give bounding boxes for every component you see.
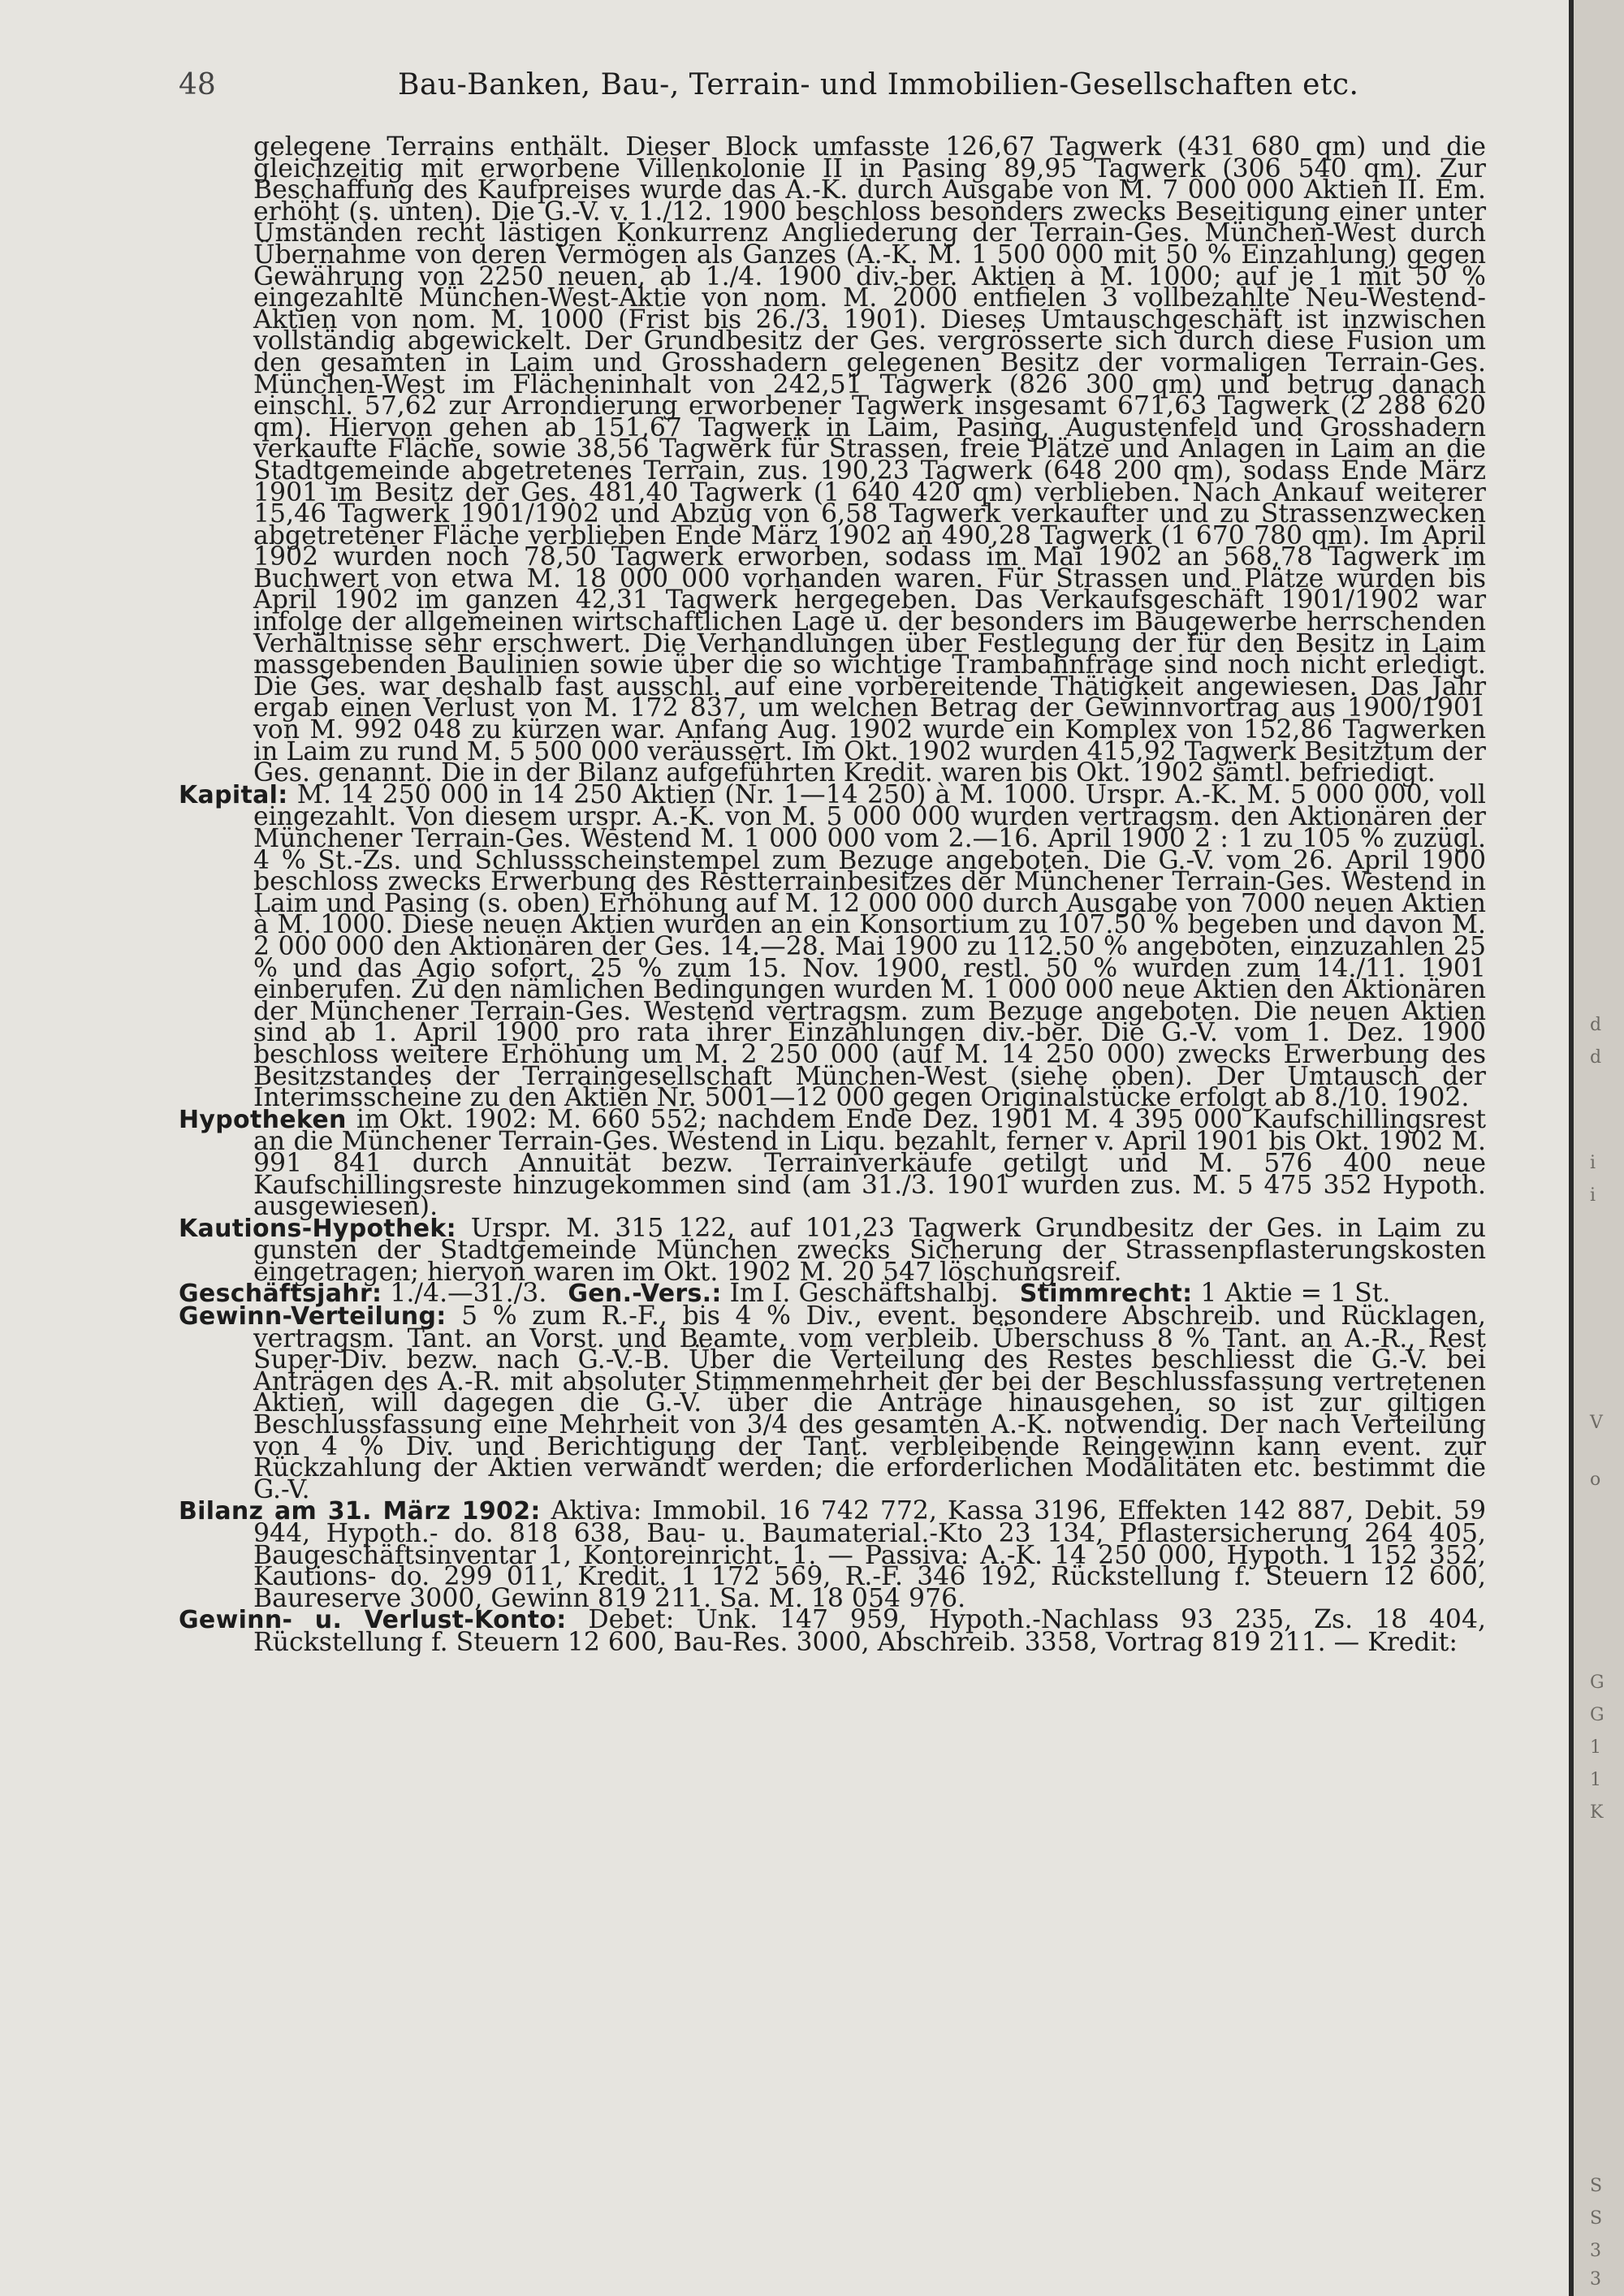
margin-fragment: G: [1590, 1705, 1605, 1725]
margin-fragment: 3: [1590, 2269, 1601, 2290]
page-header: [179, 68, 1486, 114]
margin-fragment: o: [1590, 1470, 1601, 1490]
gewinn-verteilung-label: Gewinn-Verteilung:: [179, 1302, 447, 1331]
margin-fragment: i: [1590, 1185, 1596, 1206]
gen-vers-label: Gen.-Vers.:: [568, 1280, 722, 1309]
margin-fragment: i: [1590, 1153, 1596, 1173]
margin-fragment: S: [1590, 2208, 1603, 2229]
section-gewinn-verlust: [179, 1605, 1487, 1657]
hypotheken-label: Hypotheken: [179, 1105, 347, 1134]
margin-fragment: V: [1590, 1413, 1603, 1433]
margin-fragment: d: [1590, 1047, 1602, 1068]
bilanz-label: Bilanz am 31. März 1902:: [179, 1497, 541, 1526]
intro-paragraph: gelegene Terrains enthält. Dieser Block umfasste 126,67 Tagwerk (431 680 qm) und die gleichzeitig mit erworbene Villenkolonie II in Pasing 89,95 Tagwerk (306 540 qm). Zur Beschaffung des Kaufpreises wurde das A.-K. durch Ausgabe von M. 7 000 000 Aktien II. Em. erhöht (s. unten). Die G.-V. v. 1./12. 1900 beschloss besonders zwecks Beseitigung einer unter Umständen recht lästigen Konkurrenz Angliederung der Terrain-Ges. München-West durch Übernahme von deren Vermögen als Ganzes (A.-K. M. 1 500 000 mit 50 % Einzahlung) gegen Gewährung von 2250 neuen, ab 1./4. 1900 div.-ber. Aktien à M. 1000; auf je 1 mit 50 % eingezahlte München-West-Aktie von nom. M. 2000 entfielen 3 vollbezahlte Neu-Westend-Aktien von nom. M. 1000 (Frist bis 26./3. 1901). Dieses Umtauschgeschäft ist inzwischen vollständig abgewickelt. Der Grundbesitz der Ges. vergrösserte sich durch diese Fusion um den gesamten in Laim und Grosshadern gelegenen Besitz der vormaligen Terrain-Ges. München-West im Flächeninhalt von 242,51 Tagwerk (826 300 qm) und betrug danach einschl. 57,62 zur Arrondierung erworbener Tagwerk insgesamt 671,63 Tagwerk (2 288 620 qm). Hiervon gehen ab 151,67 Tagwerk in Laim, Pasing, Augustenfeld und Grosshadern verkaufte Fläche, sowie 38,56 Tagwerk für Strassen, freie Plätze und Anlagen in Laim an die Stadtgemeinde abgetretenes Terrain, zus. 190,23 Tagwerk (648 200 qm), sodass Ende März 1901 im Besitz der Ges. 481,40 Tagwerk (1 640 420 qm) verblieben. Nach Ankauf weiterer 15,46 Tagwerk 1901/1902 und Abzug von 6,58 Tagwerk verkaufter und zu Strassenzwecken abgetretener Fläche verblieben Ende März 1902 an 490,28 Tagwerk (1 670 780 qm). Im April 1902 wurden noch 78,50 Tagwerk erworben, sodass im Mai 1902 an 568,78 Tagwerk im Buchwert von etwa M. 18 000 000 vorhanden waren. Für Strassen und Plätze wurden bis April 1902 im ganzen 42,31 Tagwerk hergegeben. Das Verkaufsgeschäft 1901/1902 war infolge der allgemeinen wirtschaftlichen Lage u. der besonders im Baugewerbe herrschenden Verhältnisse sehr erschwert. Die Verhandlungen über Festlegung der für den Besitz in Laim massgebenden Baulinien sowie über die so wichtige Trambahnfrage sind noch nicht erledigt. Die Ges. war deshalb fast ausschl. auf eine vorbereitende Thätigkeit angewiesen. Das Jahr ergab einen Verlust von M. 172 837, um welchen Betrag der Gewinnvortrag aus 1900/1901 von M. 992 048 zu kürzen war. Anfang Aug. 1902 wurde ein Komplex von 152,86 Tagwerken in Laim zu rund M. 5 500 000 veräussert. Im Okt. 1902 wurden 415,92 Tagwerk Besitztum der Ges. genannt. Die in der Bilanz aufgeführten Kredit. waren bis Okt. 1902 sämtl. befriedigt.: [253, 132, 1486, 788]
hypotheken-text: im Okt. 1902: M. 660 552; nachdem Ende Dez. 1901 M. 4 395 000 Kaufschillingsrest an die Münchener Terrain-Ges. Westend in Liqu. bezahlt, ferner v. April 1901 bis Okt. 1902 M. 991 841 durch Annuität bezw. Terrainverkäufe getilgt und M. 576 400 neue Kaufschillingsreste hinzugekommen sind (am 31./3. 1901 wurden zus. M. 5 475 352 Hypoth. ausgewiesen).: [253, 1104, 1486, 1222]
margin-fragment: G: [1590, 1672, 1605, 1693]
margin-fragment: 1: [1590, 1770, 1601, 1790]
kapital-label: Kapital:: [179, 780, 288, 809]
section-kautions-hypothek: [179, 1213, 1486, 1287]
gen-vers-text: Im I. Geschäftshalbj.: [729, 1279, 999, 1309]
margin-fragment: 3: [1590, 2241, 1601, 2261]
page-number: 48: [179, 68, 216, 101]
margin-fragment: K: [1590, 1802, 1604, 1823]
section-kapital: [179, 779, 1486, 1113]
section-gewinn-verteilung: [179, 1301, 1486, 1504]
gewinn-verlust-text: Debet: Unk. 147 959, Hypoth.-Nachlass 93 235, Zs. 18 404, Rückstellung f. Steuern 12 600, Bau-Res. 3000, Abschreib. 3358, Vortrag 819 211. — Kredit:: [253, 1605, 1487, 1657]
bilanz-text: Aktiva: Immobil. 16 742 772, Kassa 3196, Effekten 142 887, Debit. 59 944, Hypoth.- do. 818 638, Bau- u. Baumaterial.-Kto 23 134, Pflastersicherung 264 405, Baugeschäftsinventar 1, Kontoreinricht. 1. — Passiva: A.-K. 14 250 000, Hypoth. 1 152 352, Kautions- do. 299 011, Kredit. 1 172 569, R.-F. 346 192, Rückstellung f. Steuern 12 600, Baureserve 3000, Gewinn 819 211. Sa. M. 18 054 976.: [253, 1496, 1487, 1613]
section-hypotheken: [179, 1104, 1486, 1222]
margin-fragment: 1: [1590, 1737, 1601, 1758]
margin-fragment: d: [1590, 1015, 1602, 1035]
geschaeftsjahr-text: 1./4.—31./3.: [390, 1279, 547, 1309]
stimmrecht-label: Stimmrecht:: [1019, 1280, 1193, 1309]
margin-fragment: S: [1590, 2176, 1603, 2196]
page-body: [179, 132, 1487, 1657]
adjacent-page-edge: [1569, 0, 1624, 2296]
gewinn-verteilung-text: 5 % zum R.-F., bis 4 % Div., event. besondere Abschreib. und Rücklagen, vertragsm. Tant. an Vorst. und Beamte, vom verbleib. Überschuss 8 % Tant. an A.-R., Rest Super-Div. bezw. nach G.-V.-B. Über die Verteilung des Restes beschliesst die G.-V. bei Anträgen des A.-R. mit absoluter Stimmenmehrheit der bei der Beschlussfassung vertretenen Aktien, will dagegen die G.-V. über die Anträge hinausgehen, so ist zur giltigen Beschlussfassung eine Mehrheit von 3/4 des gesamten A.-K. notwendig. Der nach Verteilung von 4 % Div. und Berichtigung der Tant. verbleibende Reingewinn kann event. zur Rückzahlung der Aktien verwandt werden; die erforderlichen Modalitäten etc. bestimmt die G.-V.: [253, 1301, 1486, 1504]
stimmrecht-text: 1 Aktie = 1 St.: [1200, 1279, 1391, 1309]
gewinn-verlust-label: Gewinn- u. Verlust-Konto:: [179, 1606, 567, 1635]
geschaeftsjahr-label: Geschäftsjahr:: [179, 1280, 382, 1309]
kautions-hypothek-label: Kautions-Hypothek:: [179, 1214, 456, 1243]
kautions-hypothek-text: Urspr. M. 315 122, auf 101,23 Tagwerk Grundbesitz der Ges. in Laim zu gunsten der Stadtgemeinde München zwecks Sicherung der Strassenpflasterungskosten eingetragen; hiervon waren im Okt. 1902 M. 20 547 löschungsreif.: [253, 1213, 1486, 1287]
running-title: Bau-Banken, Bau-, Terrain- und Immobilien-Gesellschaften etc.: [398, 68, 1359, 101]
section-bilanz: [179, 1496, 1487, 1613]
kapital-text: M. 14 250 000 in 14 250 Aktien (Nr. 1—14 250) à M. 1000. Urspr. A.-K. M. 5 000 000, voll eingezahlt. Von diesem urspr. A.-K. von M. 5 000 000 wurden vertragsm. den Aktionären der Münchener Terrain-Ges. Westend M. 1 000 000 vom 2.—16. April 1900 2 : 1 zu 105 % zuzügl. 4 % St.-Zs. und Schlussscheinstempel zum Bezuge angeboten. Die G.-V. vom 26. April 1900 beschloss zwecks Erwerbung des Restterrainbesitzes der Münchener Terrain-Ges. Westend in Laim und Pasing (s. oben) Erhöhung auf M. 12 000 000 durch Ausgabe von 7000 neuen Aktien à M. 1000. Diese neuen Aktien wurden an ein Konsortium zu 107.50 % begeben und davon M. 2 000 000 den Aktionären der Ges. 14.—28. Mai 1900 zu 112.50 % angeboten, einzuzahlen 25 % und das Agio sofort, 25 % zum 15. Nov. 1900, restl. 50 % wurden zum 14./11. 1901 einberufen. Zu den nämlichen Bedingungen wurden M. 1 000 000 neue Aktien den Aktionären der Münchener Terrain-Ges. Westend vertragsm. zum Bezuge angeboten. Die neuen Aktien sind ab 1. April 1900 pro rata ihrer Einzahlungen div.-ber. Die G.-V. vom 1. Dez. 1900 beschloss weitere Erhöhung um M. 2 250 000 (auf M. 14 250 000) zwecks Erwerbung des Besitzstandes der Terraingesellschaft München-West (siehe oben). Der Umtausch der Interimsscheine zu den Aktien Nr. 5001—12 000 gegen Originalstücke erfolgt ab 8./10. 1902.: [253, 779, 1486, 1113]
